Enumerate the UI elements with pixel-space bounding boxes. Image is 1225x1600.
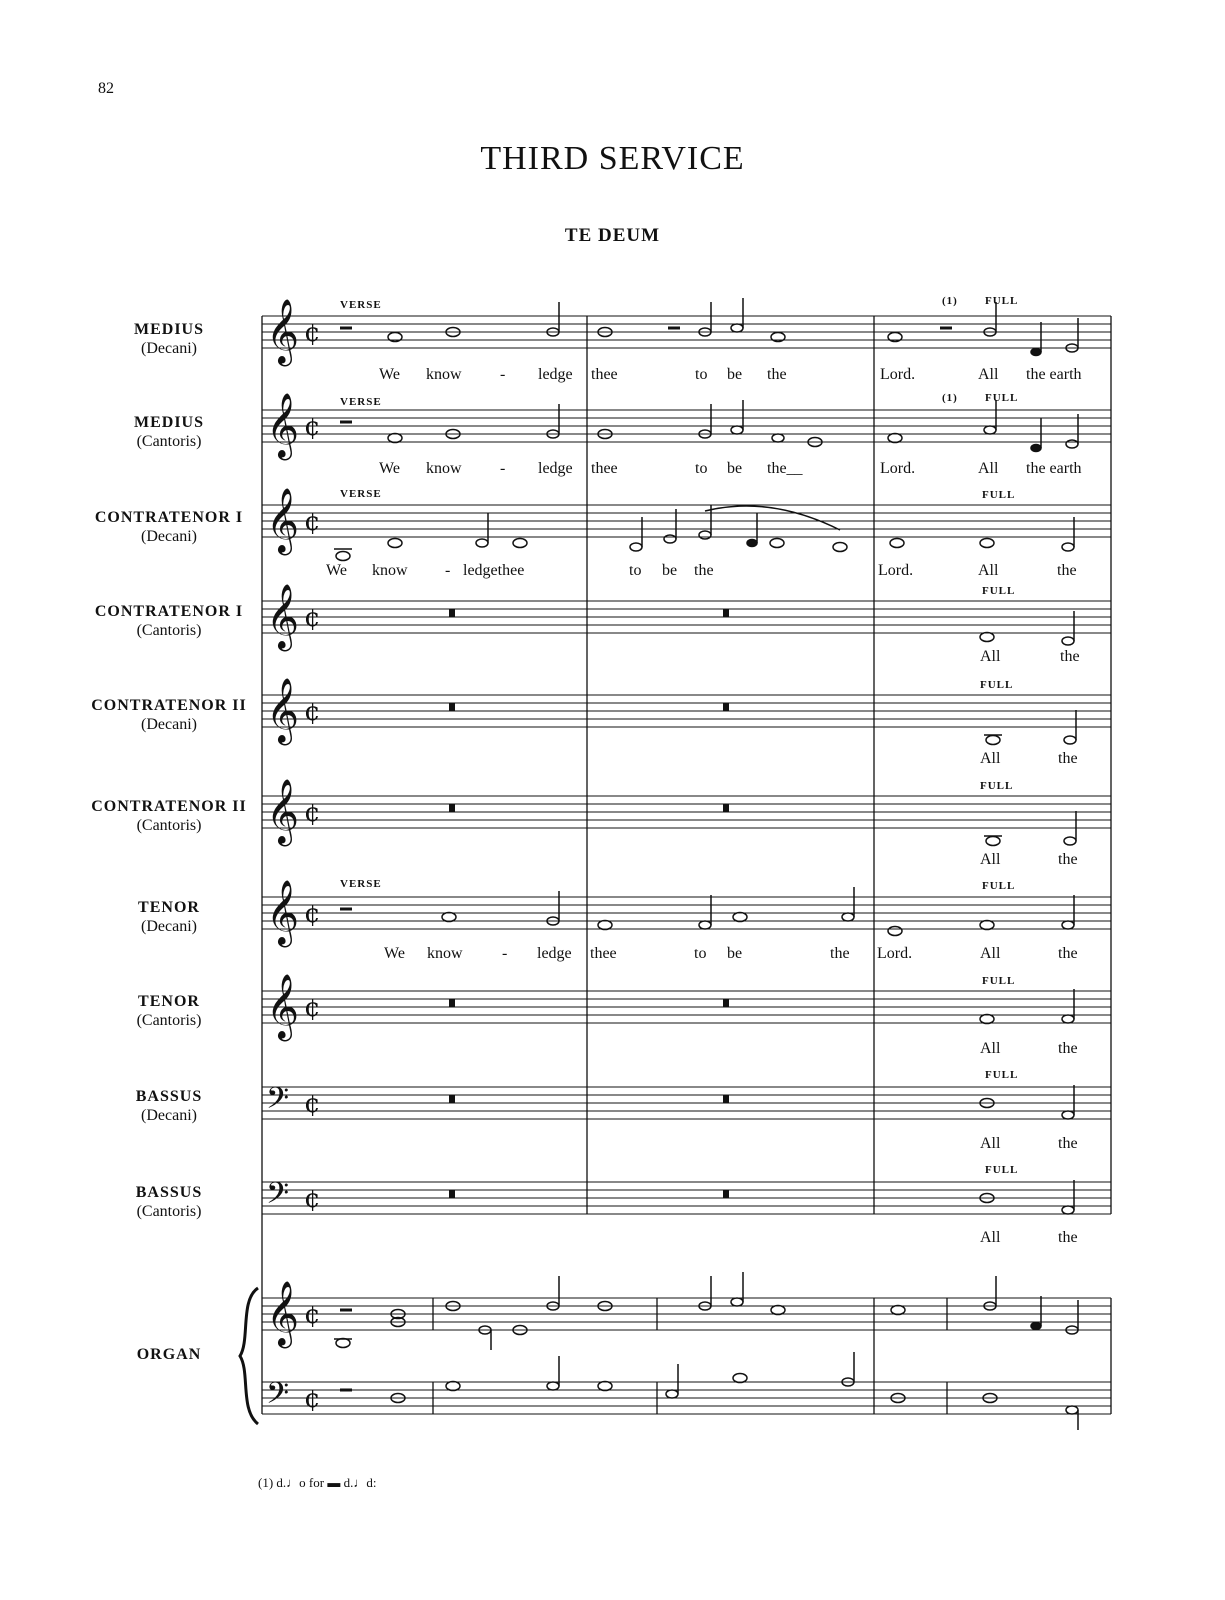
lyric-syllable: - xyxy=(500,366,506,383)
page-title: THIRD SERVICE xyxy=(480,140,745,177)
lyric-syllable: the xyxy=(1058,750,1078,767)
lyric-syllable: All xyxy=(980,945,1001,962)
lyric-syllable: to xyxy=(629,562,642,579)
lyric-syllable: to xyxy=(695,460,708,477)
part-side: (Cantoris) xyxy=(136,817,202,834)
full-marking: FULL xyxy=(985,1164,1019,1176)
lyric-syllable: All xyxy=(980,750,1001,767)
lyric-syllable: the xyxy=(1058,1135,1078,1152)
whole-rest-icon xyxy=(449,609,729,1198)
lyric-syllable: - xyxy=(502,945,508,962)
treble-clef-icon: 𝄞 xyxy=(266,1281,300,1346)
organ-brace xyxy=(240,1288,258,1424)
page-subtitle: TE DEUM xyxy=(564,225,661,246)
lyric-syllable: thee xyxy=(590,945,617,962)
staff-lines xyxy=(262,316,1111,1414)
treble-clef-icon: 𝄞 xyxy=(266,393,300,458)
full-marking: FULL xyxy=(982,585,1016,597)
bass-clef-icon: 𝄢 xyxy=(266,1082,290,1123)
lyric-syllable: to xyxy=(694,945,707,962)
full-marking: FULL xyxy=(982,880,1016,892)
full-marking: FULL xyxy=(985,1069,1019,1081)
lyric-syllable: All xyxy=(978,460,999,477)
verse-marking: VERSE xyxy=(340,299,382,311)
lyric-syllable: ledge xyxy=(538,366,573,383)
cut-time-icon: ¢ xyxy=(304,798,321,828)
lyric-syllable: - xyxy=(500,460,506,477)
lyric-syllable: We xyxy=(326,562,347,579)
full-marking: FULL xyxy=(980,679,1014,691)
part-side: (Cantoris) xyxy=(136,1203,202,1220)
treble-clef-icon: 𝄞 xyxy=(266,299,300,364)
cut-time-icon: ¢ xyxy=(304,318,321,348)
lyric-syllable: the xyxy=(1058,945,1078,962)
full-marking: FULL xyxy=(982,975,1016,987)
part-side: (Cantoris) xyxy=(136,433,202,450)
full-marking: FULL xyxy=(985,295,1019,307)
lyric-syllable: the xyxy=(1058,1040,1078,1057)
lyric-syllable: We xyxy=(379,366,400,383)
full-marking: FULL xyxy=(982,489,1016,501)
lyric-syllable: Lord. xyxy=(880,460,916,477)
lyric-syllable: know xyxy=(426,366,462,383)
lyric-syllable: the xyxy=(1058,1229,1078,1246)
lyric-syllable: All xyxy=(978,562,999,579)
lyric-syllable: All xyxy=(978,366,999,383)
cut-time-icon: ¢ xyxy=(304,1384,321,1414)
cut-time-icon: ¢ xyxy=(304,1300,321,1330)
bass-clef-icon: 𝄢 xyxy=(266,1377,290,1418)
part-name: CONTRATENOR I xyxy=(94,603,244,620)
verse-marking: VERSE xyxy=(340,878,382,890)
treble-clef-icon: 𝄞 xyxy=(266,880,300,945)
treble-clef-icon: 𝄞 xyxy=(266,974,300,1039)
lyric-syllable: know xyxy=(427,945,463,962)
part-name: MEDIUS xyxy=(133,414,204,431)
lyric-syllable: All xyxy=(980,851,1001,868)
part-side: (Cantoris) xyxy=(136,1012,202,1029)
lyric-syllable: be xyxy=(727,460,743,477)
part-side: (Cantoris) xyxy=(136,622,202,639)
part-side: (Decani) xyxy=(141,340,197,357)
lyric-syllable: the xyxy=(830,945,850,962)
part-name: CONTRATENOR II xyxy=(91,798,247,815)
lyric-syllable: ledgethee xyxy=(463,562,525,579)
lyric-syllable: thee xyxy=(591,460,618,477)
lyric-syllable: to xyxy=(695,366,708,383)
footnote-ref: (1) xyxy=(942,392,958,404)
footnote-ref: (1) xyxy=(942,295,958,307)
cut-time-icon: ¢ xyxy=(304,412,321,442)
page-number: 82 xyxy=(98,80,114,97)
lyric-syllable: ledge xyxy=(538,460,573,477)
cut-time-icon: ¢ xyxy=(304,507,321,537)
lyric-syllable: be xyxy=(727,366,743,383)
lyric-syllable: All xyxy=(980,1229,1001,1246)
lyric-syllable: the__ xyxy=(767,460,803,477)
lyric-syllable: Lord. xyxy=(877,945,913,962)
lyric-syllable: know xyxy=(372,562,408,579)
part-side: (Decani) xyxy=(141,716,197,733)
verse-marking: VERSE xyxy=(340,396,382,408)
lyric-syllable: the xyxy=(1057,562,1077,579)
part-name: MEDIUS xyxy=(133,321,204,338)
lyric-syllable: the xyxy=(694,562,714,579)
treble-clef-icon: 𝄞 xyxy=(266,584,300,649)
lyric-syllable: All xyxy=(980,1135,1001,1152)
part-side: (Decani) xyxy=(141,918,197,935)
lyric-syllable: the xyxy=(1058,851,1078,868)
part-name: CONTRATENOR I xyxy=(94,509,244,526)
part-name: TENOR xyxy=(138,899,200,916)
full-marking: FULL xyxy=(980,780,1014,792)
lyric-syllable: be xyxy=(662,562,678,579)
lyric-syllable: All xyxy=(980,1040,1001,1057)
lyric-syllable: - xyxy=(445,562,451,579)
cut-time-icon: ¢ xyxy=(304,603,321,633)
lyric-syllable: We xyxy=(379,460,400,477)
verse-marking: VERSE xyxy=(340,488,382,500)
treble-clef-icon: 𝄞 xyxy=(266,678,300,743)
lyric-syllable: know xyxy=(426,460,462,477)
lyric-syllable: the earth xyxy=(1026,460,1082,477)
treble-clef-icon: 𝄞 xyxy=(266,488,300,553)
lyric-syllable: the xyxy=(767,366,787,383)
part-name: CONTRATENOR II xyxy=(91,697,247,714)
part-side: (Decani) xyxy=(141,528,197,545)
part-name: TENOR xyxy=(138,993,200,1010)
organ-label: ORGAN xyxy=(136,1346,202,1363)
cut-time-icon: ¢ xyxy=(304,993,321,1023)
lyric-syllable: All xyxy=(980,648,1001,665)
cut-time-icon: ¢ xyxy=(304,697,321,727)
lyric-syllable: Lord. xyxy=(880,366,916,383)
bass-clef-icon: 𝄢 xyxy=(266,1177,290,1218)
cut-time-icon: ¢ xyxy=(304,899,321,929)
footnote: (1) d.♩o for ▬ d.♩d: xyxy=(258,1475,377,1490)
lyric-syllable: We xyxy=(384,945,405,962)
part-name: BASSUS xyxy=(135,1088,203,1105)
cut-time-icon: ¢ xyxy=(304,1184,321,1214)
lyric-syllable: the earth xyxy=(1026,366,1082,383)
lyric-syllable: the xyxy=(1060,648,1080,665)
part-name: BASSUS xyxy=(135,1184,203,1201)
cut-time-icon: ¢ xyxy=(304,1089,321,1119)
full-marking: FULL xyxy=(985,392,1019,404)
lyric-syllable: thee xyxy=(591,366,618,383)
part-side: (Decani) xyxy=(141,1107,197,1124)
treble-clef-icon: 𝄞 xyxy=(266,779,300,844)
lyric-syllable: Lord. xyxy=(878,562,914,579)
lyric-syllable: ledge xyxy=(537,945,572,962)
lyric-syllable: be xyxy=(727,945,743,962)
barlines xyxy=(262,316,1111,1414)
